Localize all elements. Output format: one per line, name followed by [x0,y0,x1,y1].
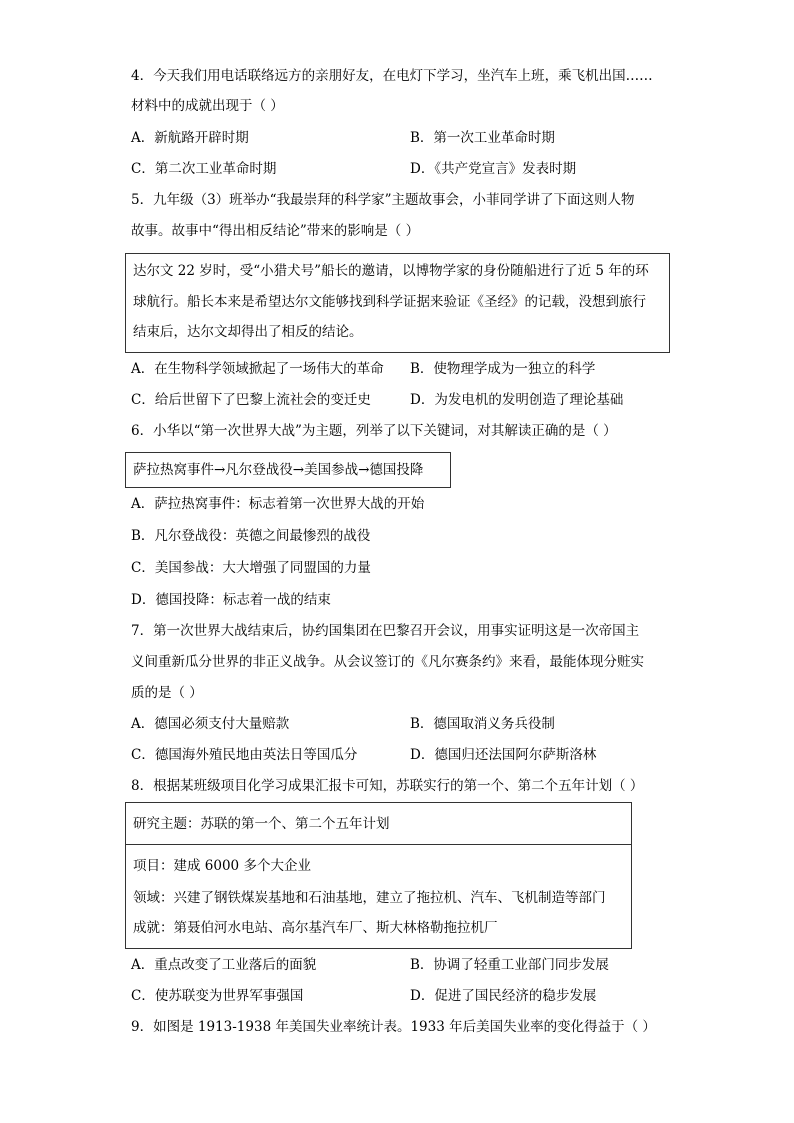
question-6-option-a[interactable]: A．萨拉热窝事件：标志着第一次世界大战的开始 [131,496,425,512]
question-6-option-b[interactable]: B．凡尔登战役：英德之间最惨烈的战役 [131,528,371,544]
question-4-stem-line-1: 4．今天我们用电话联络远方的亲朋好友，在电灯下学习，坐汽车上班，乘飞机出国…… [131,68,653,84]
question-7-stem-line-1: 7．第一次世界大战结束后，协约国集团在巴黎召开会议，用事实证明这是一次帝国主 [131,623,640,639]
question-8-option-d[interactable]: D．促进了国民经济的稳步发展 [410,988,597,1004]
question-7-option-a[interactable]: A．德国必须支付大量赔款 [131,716,290,732]
question-7-stem-line-2: 义间重新瓜分世界的非正义战争。从会议签订的《凡尔赛条约》来看，最能体现分赃实 [131,654,644,670]
question-5-material-line-3: 结束后，达尔文却得出了相反的结论。 [133,324,363,340]
question-6-option-d[interactable]: D．德国投降：标志着一战的结束 [131,592,331,608]
question-5-material-line-2: 球航行。船长本来是希望达尔文能够找到科学证据来验证《圣经》的记载，没想到旅行 [133,294,646,310]
question-6-option-c[interactable]: C．美国参战：大大增强了同盟国的力量 [131,560,371,576]
question-5-option-a[interactable]: A．在生物科学领域掀起了一场伟大的革命 [131,361,384,377]
question-5-stem-line-1: 5．九年级（3）班举办“我最崇拜的科学家”主题故事会，小菲同学讲了下面这则人物 [131,192,635,208]
question-5-option-c[interactable]: C．给后世留下了巴黎上流社会的变迁史 [131,392,371,408]
question-5-stem-line-2: 故事。故事中“得出相反结论”带来的影响是（ ） [131,223,420,239]
question-8-card-title: 研究主题：苏联的第一个、第二个五年计划 [133,816,390,832]
question-6-stem: 6．小华以“第一次世界大战”为主题，列举了以下关键词，对其解读正确的是（ ） [131,423,617,439]
question-9-stem: 9．如图是 1913-1938 年美国失业率统计表。1933 年后美国失业率的变化得益于（ ） [131,1019,656,1035]
question-6-keyword-box [125,452,451,488]
question-4-option-b[interactable]: B．第一次工业革命时期 [410,130,555,146]
question-4-stem-line-2: 材料中的成就出现于（ ） [131,98,284,114]
question-5-option-d[interactable]: D．为发电机的发明创造了理论基础 [410,392,624,408]
question-7-option-b[interactable]: B．德国取消义务兵役制 [410,716,555,732]
question-7-stem-line-3: 质的是（ ） [131,685,203,701]
question-8-report-card [125,802,632,949]
question-8-option-a[interactable]: A．重点改变了工业落后的面貌 [131,957,317,973]
question-4-option-d[interactable]: D．《共产党宣言》发表时期 [410,161,577,177]
question-8-card-line-3: 成就：第聂伯河水电站、高尔基汽车厂、斯大林格勒拖拉机厂 [133,920,498,936]
question-8-option-c[interactable]: C．使苏联变为世界军事强国 [131,988,304,1004]
question-8-card-line-2: 领域：兴建了钢铁煤炭基地和石油基地，建立了拖拉机、汽车、飞机制造等部门 [133,890,606,906]
question-5-option-b[interactable]: B．使物理学成为一独立的科学 [410,361,596,377]
question-4-option-c[interactable]: C．第二次工业革命时期 [131,161,277,177]
question-6-keyword-chain: 萨拉热窝事件→凡尔登战役→美国参战→德国投降 [133,462,424,478]
question-8-stem: 8．根据某班级项目化学习成果汇报卡可知，苏联实行的第一个、第二个五年计划（ ） [131,778,644,794]
question-5-material-line-1: 达尔文 22 岁时，受“小猎犬号”船长的邀请，以博物学家的身份随船进行了近 5 年的环 [133,263,649,279]
question-5-material-box [125,253,670,353]
question-8-option-b[interactable]: B．协调了轻重工业部门同步发展 [410,957,609,973]
question-7-option-d[interactable]: D．德国归还法国阿尔萨斯洛林 [410,747,597,763]
question-4-option-a[interactable]: A．新航路开辟时期 [131,130,249,146]
question-8-card-divider [126,844,631,845]
question-8-card-line-1: 项目：建成 6000 多个大企业 [133,858,311,874]
question-7-option-c[interactable]: C．德国海外殖民地由英法日等国瓜分 [131,747,358,763]
